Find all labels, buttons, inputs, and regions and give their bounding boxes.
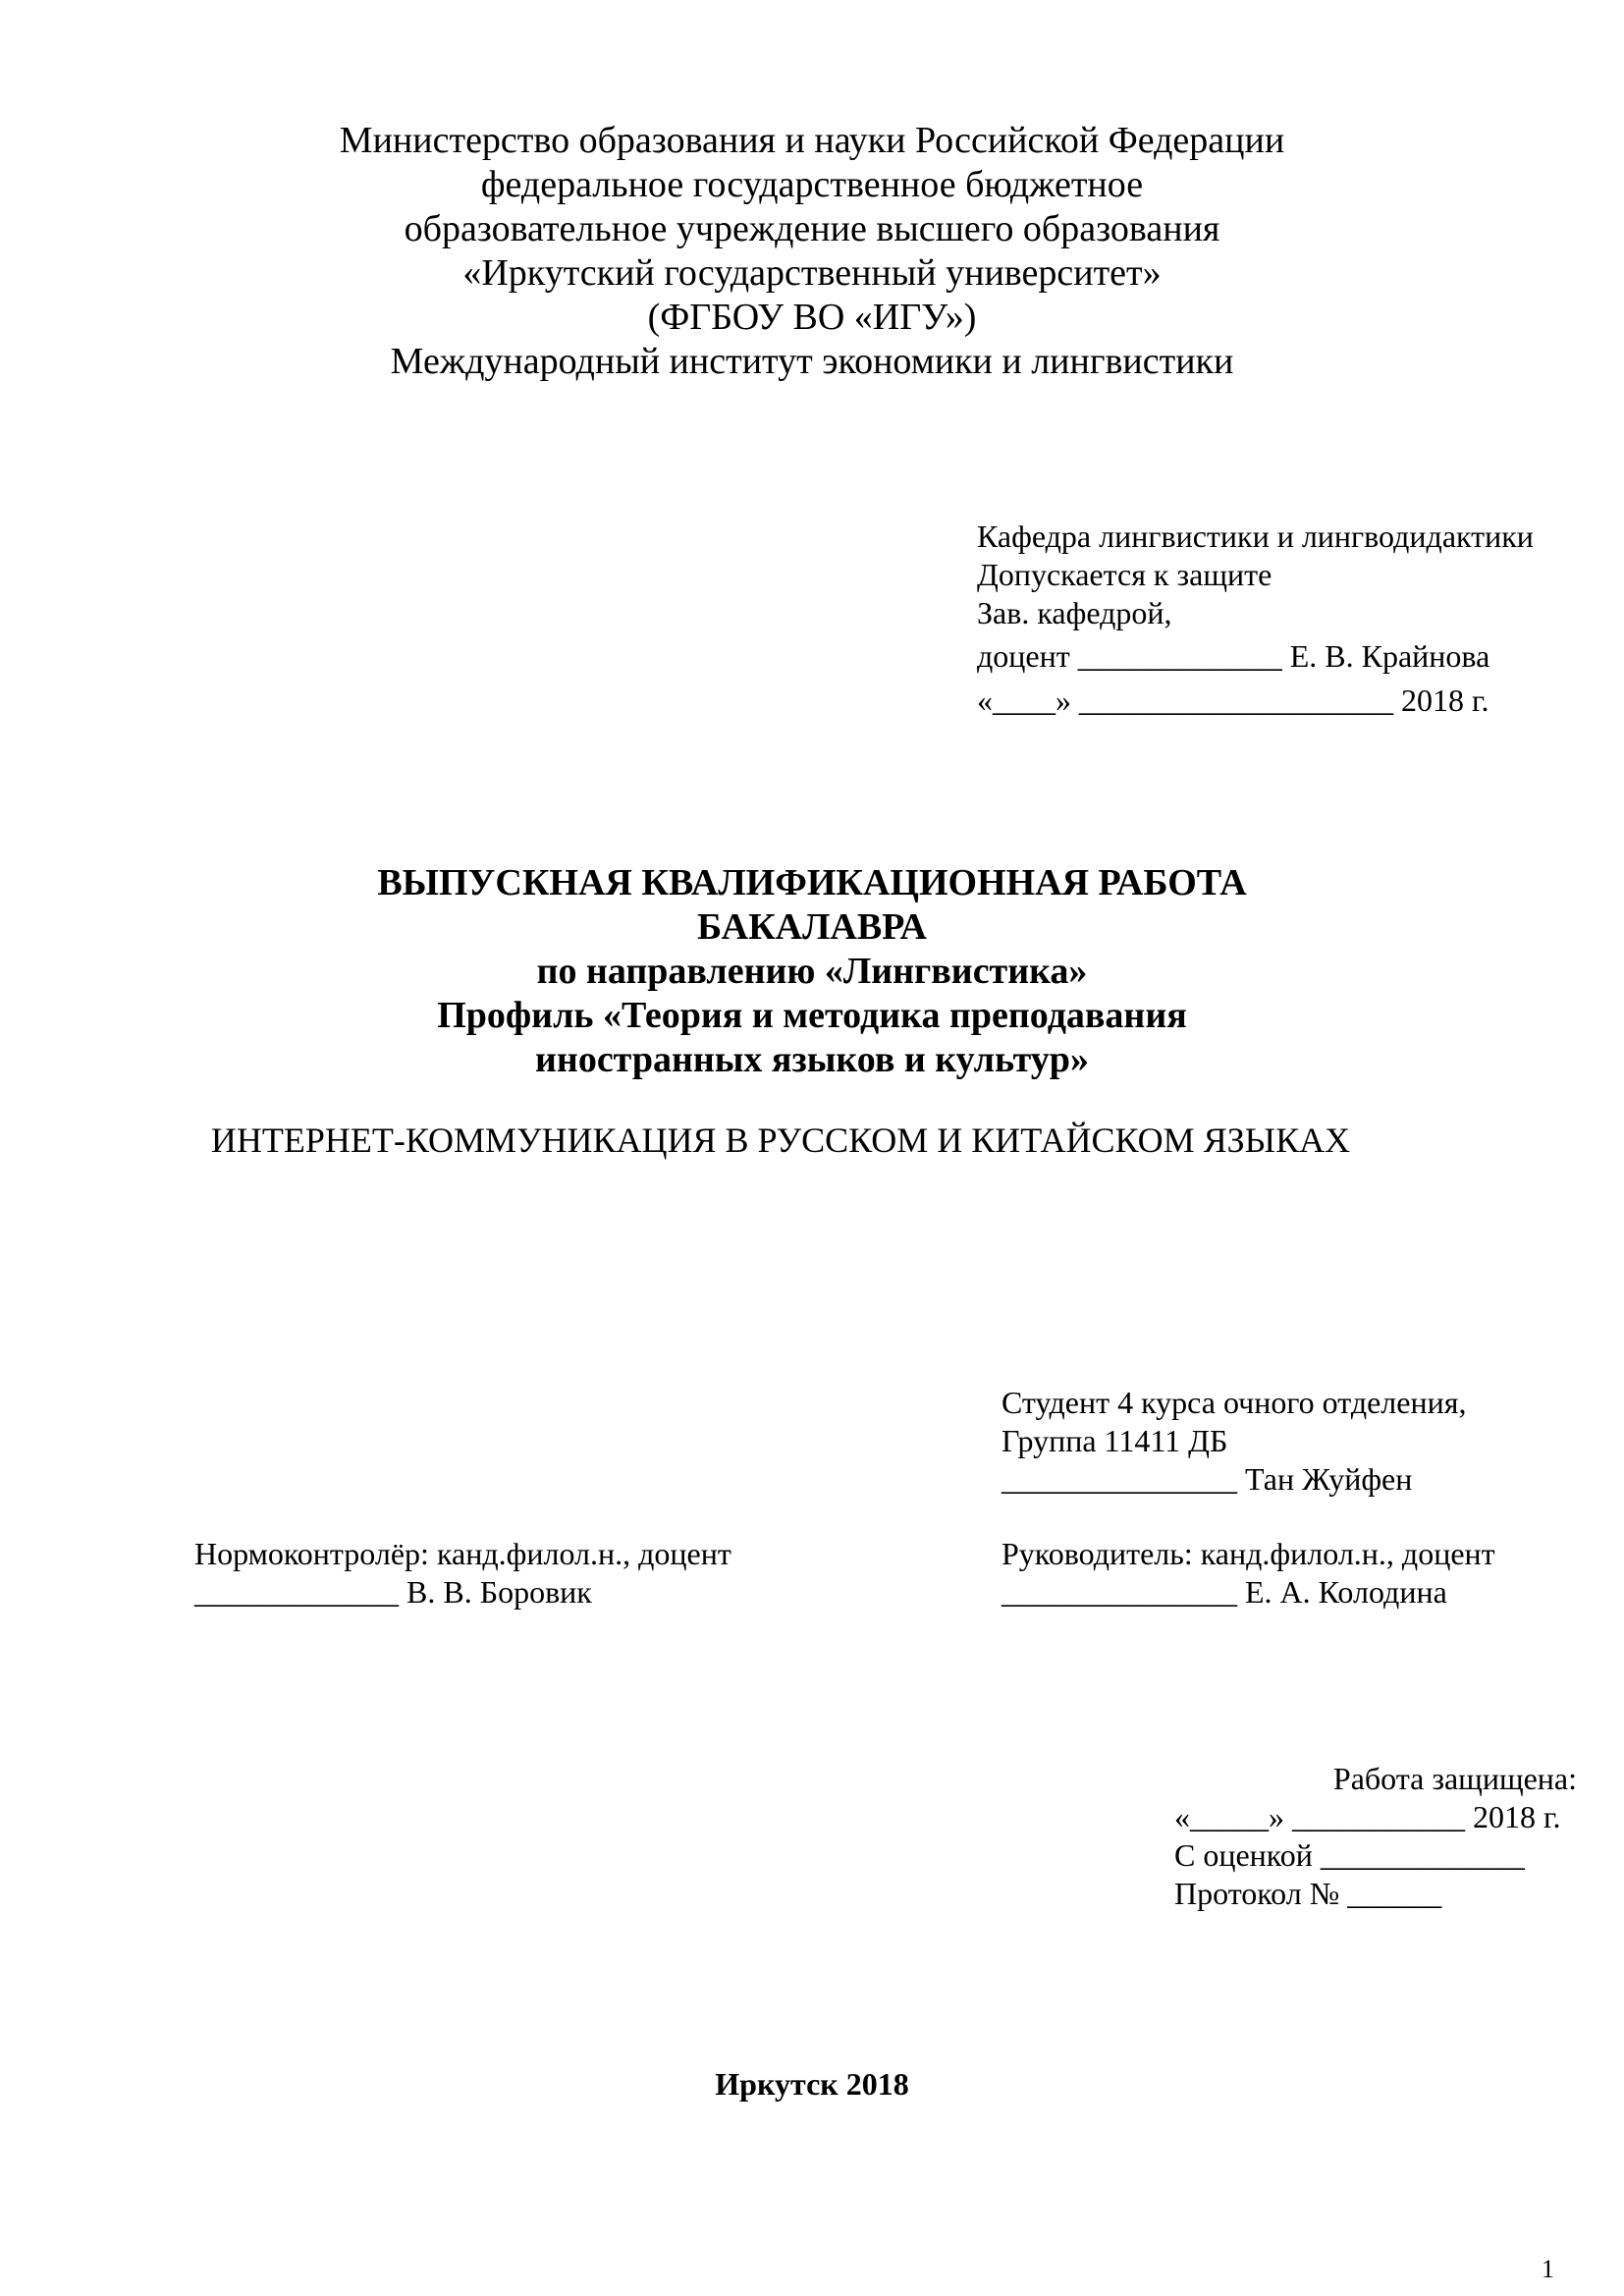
supervisor-signature-line: _______________ Е. А. Колодина bbox=[1001, 1574, 1447, 1610]
page-number: 1 bbox=[1542, 2255, 1554, 2283]
head-signature-line: доцент _____________ Е. В. Крайнова bbox=[977, 638, 1490, 674]
work-type-line: ВЫПУСКНАЯ КВАЛИФИКАЦИОННАЯ РАБОТА bbox=[377, 862, 1247, 903]
normcontroller-signature-line: _____________ В. В. Боровик bbox=[194, 1574, 592, 1610]
degree-line: БАКАЛАВРА bbox=[697, 906, 927, 948]
thesis-topic: ИНТЕРНЕТ-КОММУНИКАЦИЯ В РУССКОМ И КИТАЙСКОМ ЯЗЫКАХ bbox=[210, 1121, 1351, 1160]
head-of-department-line: Зав. кафедрой, bbox=[977, 595, 1172, 630]
department-line: Кафедра лингвистики и лингводидактики bbox=[977, 519, 1534, 554]
direction-line: по направлению «Лингвистика» bbox=[536, 951, 1088, 992]
university-abbr-line: (ФГБОУ ВО «ИГУ») bbox=[647, 297, 977, 338]
profile-continued-line: иностранных языков и культур» bbox=[535, 1039, 1089, 1080]
normcontroller-title-line: Нормоконтролёр: канд.филол.н., доцент bbox=[194, 1536, 731, 1571]
supervisor-title-line: Руководитель: канд.филол.н., доцент bbox=[1001, 1536, 1495, 1571]
student-group-line: Группа 11411 ДБ bbox=[1001, 1423, 1228, 1458]
city-year: Иркутск 2018 bbox=[715, 2066, 909, 2102]
admission-line: Допускается к защите bbox=[977, 557, 1272, 592]
protocol-line: Протокол № ______ bbox=[1174, 1876, 1442, 1911]
institute-line: Международный институт экономики и лингвистики bbox=[390, 341, 1234, 382]
institution-kind-line: образовательное учреждение высшего образования bbox=[404, 208, 1220, 249]
university-name-line: «Иркутский государственный университет» bbox=[462, 252, 1162, 294]
grade-line: С оценкой _____________ bbox=[1174, 1837, 1525, 1873]
ministry-line: Министерство образования и науки Российской Федерации bbox=[339, 120, 1285, 161]
profile-line: Профиль «Теория и методика преподавания bbox=[437, 995, 1187, 1036]
approval-date-line: «____» ____________________ 2018 г. bbox=[977, 683, 1489, 718]
defended-line: Работа защищена: bbox=[1332, 1761, 1577, 1796]
student-signature-line: _______________ Тан Жуйфен bbox=[1001, 1461, 1413, 1497]
student-course-line: Студент 4 курса очного отделения, bbox=[1001, 1385, 1467, 1420]
defense-date-line: «_____» ___________ 2018 г. bbox=[1174, 1799, 1561, 1834]
institution-type-line: федеральное государственное бюджетное bbox=[480, 164, 1144, 205]
